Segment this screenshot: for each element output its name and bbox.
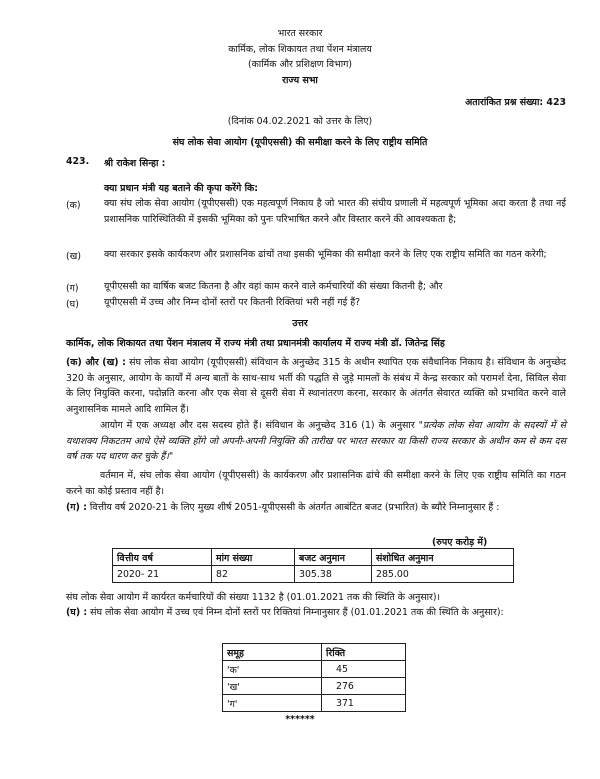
table-cell: 'क' <box>223 661 322 678</box>
part-text: क्या सरकार इसके कार्यकरण और प्रशासनिक ढांचों तथा इसकी भूमिका की समीक्षा करने के लिए एक राष्ट्रीय समिति का गठन करेगी; <box>104 249 547 260</box>
part-label: (क) <box>66 200 81 211</box>
answer-text: आयोग में एक अध्यक्ष और दस सदस्य होते हैं। संविधान के अनुच्छेद 316 (1) के अनुसार <box>100 420 419 431</box>
table-header-cell: वित्तीय वर्ष <box>113 549 212 566</box>
table-cell: 371 <box>322 695 406 712</box>
ministry-heading: कार्मिक, लोक शिकायत तथा पेंशन मंत्रालय <box>228 44 372 55</box>
part-label: (ग) <box>66 283 79 294</box>
govt-heading: भारत सरकार <box>277 28 323 39</box>
part-label: (घ) <box>66 299 79 310</box>
table-cell: 'ख' <box>223 678 322 695</box>
answer-ga <box>66 500 566 516</box>
table-cell: 82 <box>212 566 295 583</box>
part-text: यूपीएससी का वार्षिक बजट कितना है और वहां काम करने वाले कर्मचारियों की संख्या कितनी है; और <box>104 281 443 292</box>
answer-date: (दिनांक 04.02.2021 को उत्तर के लिए) <box>227 116 373 127</box>
table-header-cell: बजट अनुमान <box>295 549 372 566</box>
budget-table <box>112 548 514 583</box>
answer-para-2 <box>66 418 566 465</box>
part-label: (क) और (ख) : <box>66 357 126 368</box>
table-header-row <box>223 644 406 661</box>
table-header-cell: समूह <box>223 644 322 661</box>
answer-heading: उत्तर <box>292 318 308 329</box>
table-header-cell: मांग संख्या <box>212 549 295 566</box>
answer-text: वित्तीय वर्ष 2020-21 के लिए मुख्य शीर्ष 2051-यूपीएससी के अंतर्गत आबंटित बजट (प्रभारित) के ब्यौरे निम्नानुसार हैं : <box>86 502 500 513</box>
question-number-label: अतारांकित प्रश्न संख्या: 423 <box>465 97 566 108</box>
question-serial: 423. <box>66 156 90 167</box>
minister-line: कार्मिक, लोक शिकायत तथा पेंशन मंत्रालय में राज्य मंत्री तथा प्रधानमंत्री कार्यालय में राज्य मंत्री डॉ. जितेन्द्र सिंह <box>66 338 445 349</box>
department-heading: (कार्मिक और प्रशिक्षण विभाग) <box>247 59 353 70</box>
table-header-cell: रिक्ति <box>322 644 406 661</box>
part-text: क्या संघ लोक सेवा आयोग (यूपीएससी) एक महत्वपूर्ण निकाय है जो भारत की संघीय प्रणाली में महत्वपूर्ण भूमिका अदा करता है तथा नई प्रशासनिक पारिस्थितिकी में इसकी भूमिका को पुनः परिभाषित करने और विस्तार करने की आवश्यकता है; <box>104 198 566 225</box>
question-intro: क्या प्रधान मंत्री यह बताने की कृपा करेंगे कि: <box>104 183 258 194</box>
question-title: संघ लोक सेवा आयोग (यूपीएससी) की समीक्षा करने के लिए राष्ट्रीय समिति <box>172 137 428 148</box>
table-cell: 45 <box>322 661 406 678</box>
table-cell: 305.38 <box>295 566 372 583</box>
table-header-cell: संशोधित अनुमान <box>372 549 514 566</box>
table-cell: 2020- 21 <box>113 566 212 583</box>
table-cell: 285.00 <box>372 566 514 583</box>
constitution-quote: "प्रत्येक लोक सेवा आयोग के सदस्यों में से यथाशक्य निकटतम आधे ऐसे व्यक्ति होंगे जो अपनी-अपनी नियुक्ति की तारीख पर भारत सरकार या किसी राज्य सरकार के अधीन कम से कम दस वर्ष तक पद धारण कर चुके हैं।" <box>66 420 567 463</box>
part-label: (घ) : <box>66 607 88 618</box>
part-label: (ख) <box>66 251 81 262</box>
table-row <box>223 678 406 695</box>
table-row <box>223 695 406 712</box>
end-mark: ****** <box>285 714 315 725</box>
budget-unit: (रुपए करोड़ में) <box>432 537 488 548</box>
staff-count: संघ लोक सेवा आयोग में कार्यरत कर्मचारियों की संख्या 1132 है (01.01.2021 तक की स्थिति के अनुसार)। <box>66 592 441 603</box>
answer-gha <box>66 605 566 621</box>
table-row <box>223 661 406 678</box>
table-cell: 276 <box>322 678 406 695</box>
vacancy-table <box>222 643 406 712</box>
table-row <box>113 566 514 583</box>
part-label: (ग) : <box>66 502 87 513</box>
answer-ka-kha <box>66 355 566 417</box>
member-name: श्री राकेश सिन्हा : <box>104 158 166 169</box>
answer-para-3: वर्तमान में, संघ लोक सेवा आयोग (यूपीएससी) के कार्यकरण और प्रशासनिक ढांचे की समीक्षा करने के लिए एक राष्ट्रीय समिति का गठन करने का कोई प्रस्ताव नहीं है। <box>66 470 566 497</box>
part-text: यूपीएससी में उच्च और निम्न दोनों स्तरों पर कितनी रिक्तियां भरी नहीं गई हैं? <box>104 297 361 308</box>
answer-text: संघ लोक सेवा आयोग (यूपीएससी) संविधान के अनुच्छेद 315 के अधीन स्थापित एक संवैधानिक निकाय है। संविधान के अनुच्छेद 320 के अनुसार, आयोग के कार्यों में अन्य बातों के साथ-साथ भर्ती की पद्धति से जुड़े मामलों के संबंध में केन्द्र सरकार को परामर्श देना, सिविल सेवा के लिए नियुक्ति करना, पदोन्नति करना और एक सेवा से दूसरी सेवा में स्थानांतरण करना, सरकार के अंतर्गत सेवारत व्यक्ति को प्रभावित करने वाले अनुशासनिक मामले आदि शामिल हैं। <box>66 357 566 415</box>
table-header-row <box>113 549 514 566</box>
answer-text: संघ लोक सेवा आयोग में उच्च एवं निम्न दोनों स्तरों पर रिक्तियां निम्नानुसार हैं (01.01.2021 तक की स्थिति के अनुसार): <box>87 607 504 618</box>
table-cell: 'ग' <box>223 695 322 712</box>
house-heading: राज्य सभा <box>282 75 318 86</box>
